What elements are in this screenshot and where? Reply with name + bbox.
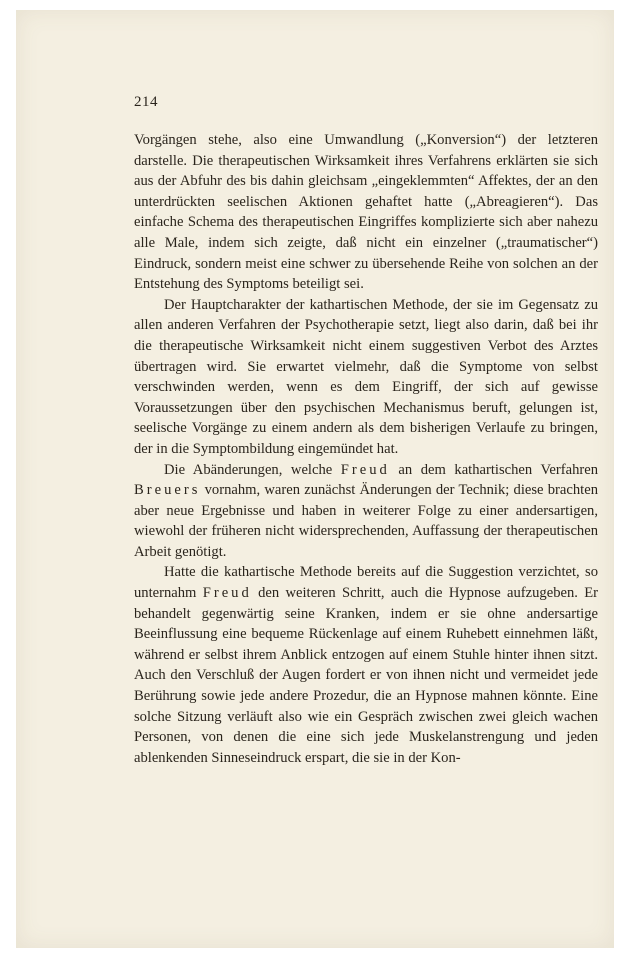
paragraph-text: Die Abänderungen, welche	[164, 461, 341, 478]
paragraph	[134, 295, 598, 460]
page-number: 214	[134, 94, 158, 110]
paragraph	[134, 460, 598, 563]
body-text	[134, 130, 598, 768]
paragraph-text: Vorgängen stehe, also eine Umwandlung („Konversion“) der letzteren darstelle. Die therapeutischen Wirksamkeit ihres Verfahrens erklärten sie sich aus der Abfuhr des bis dahin gleichsam „eingeklemmten“ Affektes, der an den unterdrückten seelischen Aktionen gehaftet hatte („Abreagieren“). Das einfache Schema des therapeutischen Eingriffes komplizierte sich aber nahezu alle Male, indem sich zeigte, daß nicht ein einzelner („traumatischer“) Eindruck, sondern meist eine schwer zu übersehende Reihe von solchen an der Entstehung des Symptoms beteiligt sei.	[134, 132, 598, 293]
emphasized-name: Breuers	[134, 482, 201, 499]
paragraph-text: an dem kathartischen Verfahren	[389, 461, 599, 478]
paragraph-text: Der Hauptcharakter der kathartischen Methode, der sie im Gegensatz zu allen anderen Verfahren der Psychotherapie setzt, liegt also darin, daß bei ihr die therapeutische Wirksamkeit nicht einem suggestiven Verbot des Arztes übertragen wird. Sie erwartet vielmehr, daß die Symptome von selbst verschwinden werden, wenn es dem Eingriff, der sich auf gewisse Voraussetzungen über den psychischen Mechanismus beruft, gelungen ist, seelische Vorgänge zu einem andern als dem bisherigen Verlaufe zu bringen, der in die Symptombildung eingemündet hat.	[134, 296, 598, 457]
emphasized-name: Freud	[340, 461, 390, 478]
paragraph-text: vornahm, waren zunächst Änderungen der Technik; diese brachten aber neue Ergebnisse und haben in weiterer Folge zu einer andersartigen, wiewohl der früheren nicht widersprechenden, Auffassung der therapeutischen Arbeit genötigt.	[134, 482, 598, 560]
paragraph-text: den weiteren Schritt, auch die Hypnose aufzugeben. Er behandelt gegenwärtig seine Kranken, indem er sie ohne andersartige Beeinflussung eine bequeme Rückenlage auf einem Ruhebett einnehmen läßt, während er selbst ihrem Anblick entzogen auf einem Stuhle hinter ihnen sitzt. Auch den Verschluß der Augen fordert er von ihnen nicht und vermeidet jede Berührung sowie jede andere Prozedur, die an Hypnose mahnen könnte. Eine solche Sitzung verläuft also wie ein Gespräch zwischen zwei gleich wachen Personen, von denen die eine sich jede Muskelanstrengung und jeden ablenkenden Sinneseindruck erspart, die sie in der Kon-	[134, 585, 598, 766]
paragraph	[134, 130, 598, 295]
paragraph-text: Hatte die kathartische Methode bereits auf die Suggestion verzichtet, so unternahm	[134, 564, 598, 602]
paragraph	[134, 562, 598, 768]
book-page	[16, 10, 614, 948]
emphasized-name: Freud	[202, 585, 252, 602]
